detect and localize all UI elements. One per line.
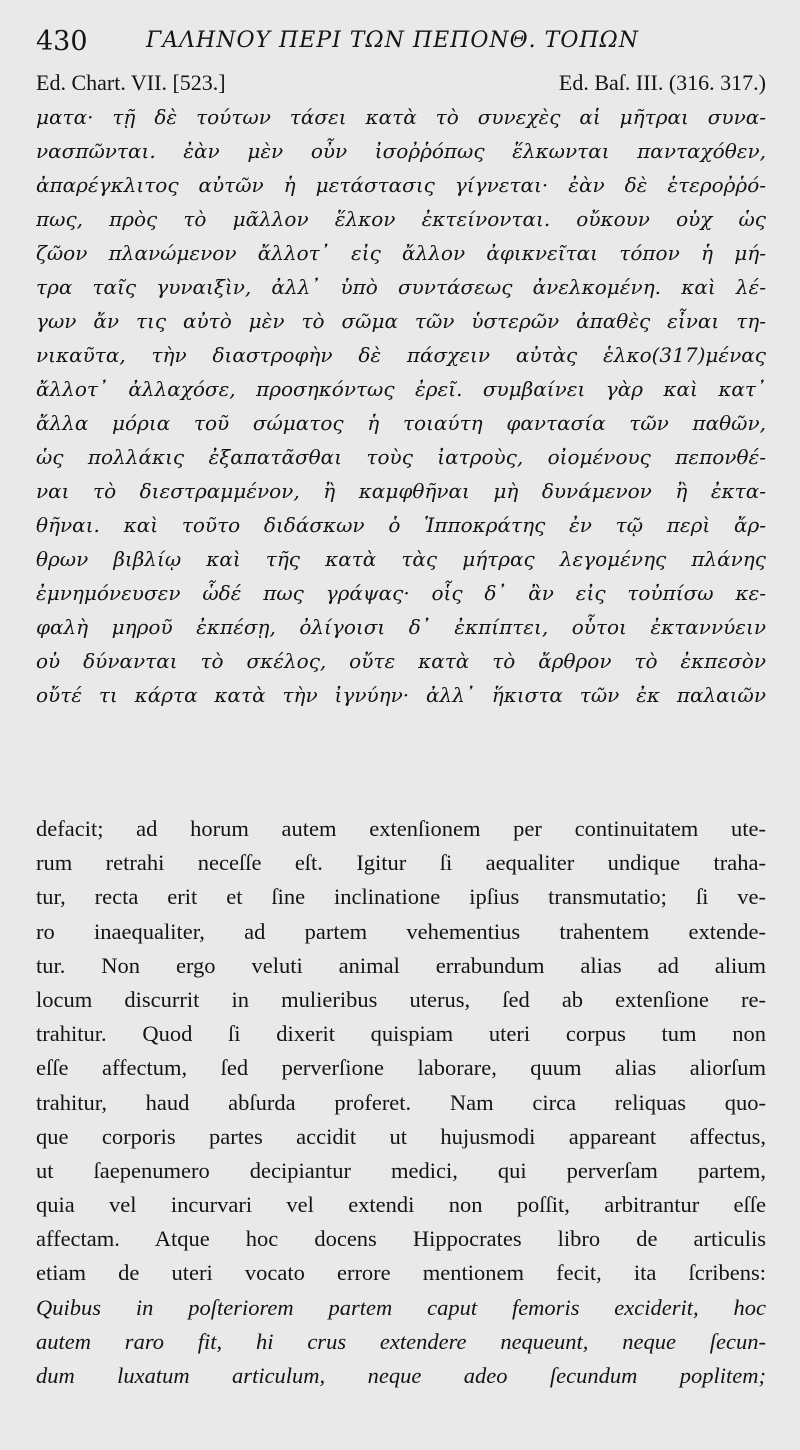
page-header <box>36 22 764 62</box>
greek-line: ἄλλοτ᾽ ἀλλαχόσε, προσηκόντως ἐρεῖ. συμβαίνει γὰρ καὶ κατ᾽ <box>36 377 766 401</box>
greek-line: οὐ δύνανται τὸ σκέλος, οὔτε κατὰ τὸ ἄρθρον τὸ ἐκπεσὸν <box>36 649 766 673</box>
greek-line: φαλὴ μηροῦ ἐκπέσῃ, ὀλίγοισι δ᾽ ἐκπίπτει, οὗτοι ἐκταννύειν <box>36 615 766 639</box>
greek-line: θρων βιβλίῳ καὶ τῆς κατὰ τὰς μήτρας λεγομένης πλάνης <box>36 547 766 571</box>
latin-line: trahitur. Quod ſi dixerit quispiam uteri corpus tum non <box>36 1021 766 1047</box>
page-number: 430 <box>36 26 88 57</box>
latin-line: eſſe affectum, ſed perverſione laborare, quum alias aliorſum <box>36 1055 766 1081</box>
latin-line: locum discurrit in mulieribus uterus, ſed ab extenſione re- <box>36 986 766 1012</box>
latin-line: tur. Non ergo veluti animal errabundum alias ad alium <box>36 952 766 978</box>
greek-line: ἐμνημόνευσεν ὧδέ πως γράψας· οἷς δ᾽ ἂν εἰς τοὐπίσω κε- <box>36 581 766 605</box>
latin-line: defacit; ad horum autem extenſionem per continuitatem ute- <box>36 816 766 841</box>
latin-line: ro inaequaliter, ad partem vehementius trahentem extende- <box>36 918 766 944</box>
edition-chartier-reference: Ed. Chart. VII. [523.] <box>36 70 226 95</box>
greek-text-block <box>36 100 766 712</box>
latin-line: rum retrahi neceſſe eſt. Igitur ſi aequaliter undique traha- <box>36 850 766 876</box>
greek-line: γων ἄν τις αὐτὸ μὲν τὸ σῶμα τῶν ὑστερῶν ἀπαθὲς εἶναι τη- <box>36 309 766 333</box>
greek-line: τρα ταῖς γυναιξὶν, ἀλλ᾽ ὑπὸ συντάσεως ἀνελκομένη. καὶ λέ- <box>36 275 766 299</box>
latin-text-block <box>36 812 766 1393</box>
latin-line: quia vel incurvari vel extendi non poſſit, arbitrantur eſſe <box>36 1192 766 1218</box>
edition-reference-row <box>36 70 766 100</box>
running-title: ΓΑΛΗΝΟΥ ΠΕΡΙ ΤΩΝ ΠΕΠΟΝΘ. ΤΟΠΩΝ <box>146 28 640 53</box>
greek-line: πως, πρὸς τὸ μᾶλλον ἕλκον ἐκτείνονται. οὔκουν οὐχ ὡς <box>36 207 766 231</box>
greek-line: νικαῦτα, τὴν διαστροφὴν δὲ πάσχειν αὐτὰς ἑλκο(317)μένας <box>36 343 766 367</box>
latin-line: tur, recta erit et ſine inclinatione ipſius transmutatio; ſi ve- <box>36 884 766 910</box>
latin-line: que corporis partes accidit ut hujusmodi appareant affectus, <box>36 1123 766 1149</box>
latin-line: affectam. Atque hoc docens Hippocrates libro de articulis <box>36 1226 766 1252</box>
greek-line: θῆναι. καὶ τοῦτο διδάσκων ὁ Ἱπποκράτης ἐν τῷ περὶ ἄρ- <box>36 513 766 537</box>
latin-line: ut ſaepenumero decipiantur medici, qui perverſam partem, <box>36 1157 766 1183</box>
greek-line: ὡς πολλάκις ἐξαπατᾶσθαι τοὺς ἰατροὺς, οἰομένους πεπονθέ- <box>36 445 766 469</box>
greek-line: ἄλλα μόρια τοῦ σώματος ἡ τοιαύτη φαντασία τῶν παθῶν, <box>36 411 766 435</box>
greek-line: ζῶον πλανώμενον ἄλλοτ᾽ εἰς ἄλλον ἀφικνεῖται τόπον ἡ μή- <box>36 241 766 265</box>
greek-line: ματα· τῇ δὲ τούτων τάσει κατὰ τὸ συνεχὲς αἱ μῆτραι συνα- <box>36 105 766 129</box>
latin-line: etiam de uteri vocato errore mentionem fecit, ita ſcribens: <box>36 1260 766 1286</box>
greek-line: νασπῶνται. ἐὰν μὲν οὖν ἰσοῤῥόπως ἕλκωνται πανταχόθεν, <box>36 139 766 163</box>
greek-line: ναι τὸ διεστραμμένον, ἢ καμφθῆναι μὴ δυνάμενον ἢ ἐκτα- <box>36 479 766 503</box>
edition-basel-reference: Ed. Baſ. III. (316. 317.) <box>558 70 766 95</box>
greek-line: ἀπαρέγκλιτος αὐτῶν ἡ μετάστασις γίγνεται· ἐὰν δὲ ἑτεροῤῥό- <box>36 173 766 197</box>
latin-quotation-line: Quibus in poſteriorem partem caput femoris exciderit, hoc <box>36 1294 766 1320</box>
latin-quotation-line: dum luxatum articulum, neque adeo ſecundum poplitem; <box>36 1363 766 1388</box>
latin-quotation-line: autem raro fit, hi crus extendere nequeunt, neque ſecun- <box>36 1328 766 1354</box>
latin-line: trahitur, haud abſurda proferet. Nam circa reliquas quo- <box>36 1089 766 1115</box>
greek-line: οὔτέ τι κάρτα κατὰ τὴν ἰγνύην· ἀλλ᾽ ἥκιστα τῶν ἐκ παλαιῶν <box>36 683 766 707</box>
